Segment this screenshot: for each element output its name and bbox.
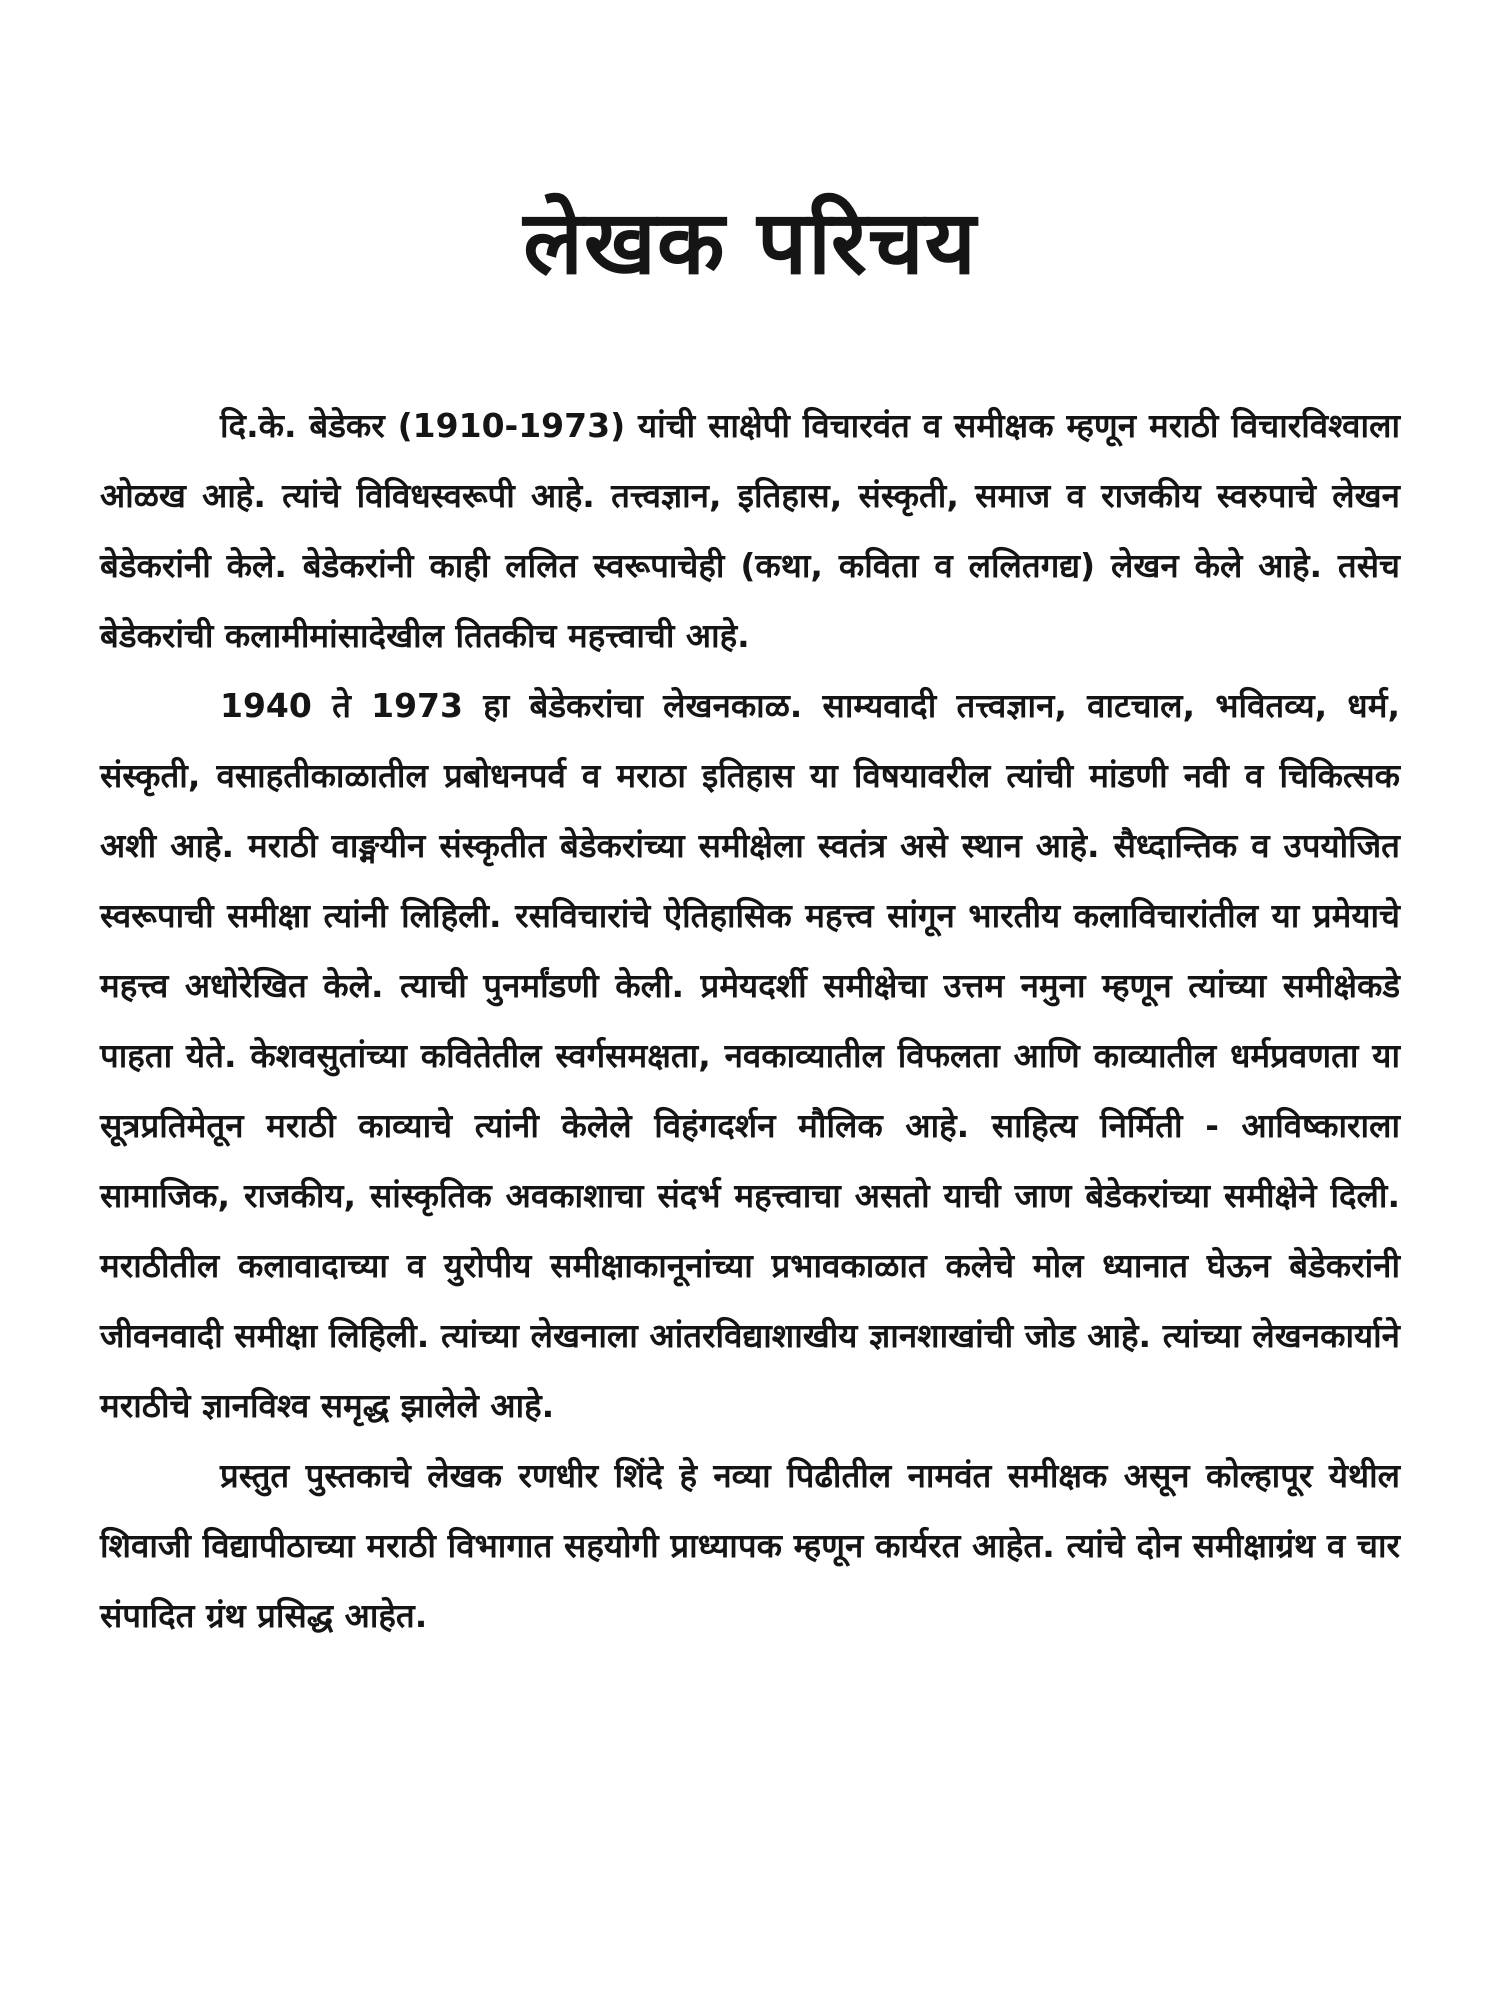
paragraph-2 xyxy=(100,671,1400,1441)
paragraph-3-text-after: हे नव्या पिढीतील नामवंत समीक्षक असून कोल्हापूर येथील शिवाजी विद्यापीठाच्या मराठी विभागात सहयोगी प्राध्यापक म्हणून कार्यरत आहेत. त्यांचे दोन समीक्षाग्रंथ व चार संपादित ग्रंथ प्रसिद्ध आहेत. xyxy=(100,1455,1401,1635)
author-name: दि.के. बेडेकर xyxy=(220,405,385,445)
page-title: लेखक परिचय xyxy=(523,191,977,294)
paragraph-3-text-before: प्रस्तुत पुस्तकाचे लेखक xyxy=(220,1455,519,1495)
present-author-name: रणधीर शिंदे xyxy=(518,1455,664,1495)
paragraph-2-text: 1940 ते 1973 हा बेडेकरांचा लेखनकाळ. साम्यवादी तत्त्वज्ञान, वाटचाल, भवितव्य, धर्म, संस्कृती, वसाहतीकाळातील प्रबोधनपर्व व मराठा इतिहास या विषयावरील त्यांची मांडणी नवी व चिकित्सक अशी आहे. मराठी वाङ्मयीन संस्कृतीत बेडेकरांच्या समीक्षेला स्वतंत्र असे स्थान आहे. सैध्दान्तिक व उपयोजित स्वरूपाची समीक्षा त्यांनी लिहिली. रसविचारांचे ऐतिहासिक महत्त्व सांगून भारतीय कलाविचारांतील या प्रमेयाचे महत्त्व अधोरेखित केले. त्याची पुनर्मांडणी केली. प्रमेयदर्शी समीक्षेचा उत्तम नमुना म्हणून त्यांच्या समीक्षेकडे पाहता येते. केशवसुतांच्या कवितेतील स्वर्गसमक्षता, नवकाव्यातील विफलता आणि काव्यातील धर्मप्रवणता या सूत्रप्रतिमेतून मराठी काव्याचे त्यांनी केलेले विहंगदर्शन मौलिक आहे. साहित्य निर्मिती - आविष्काराला सामाजिक, राजकीय, सांस्कृतिक अवकाशाचा संदर्भ महत्त्वाचा असतो याची जाण बेडेकरांच्या समीक्षेने दिली. मराठीतील कलावादाच्या व युरोपीय समीक्षाकानूनांच्या प्रभावकाळात कलेचे मोल ध्यानात घेऊन बेडेकरांनी जीवनवादी समीक्षा लिहिली. त्यांच्या लेखनाला आंतरविद्याशाखीय ज्ञानशाखांची जोड आहे. त्यांच्या लेखनकार्याने मराठीचे ज्ञानविश्व समृद्ध झालेले आहे. xyxy=(100,685,1401,1425)
paragraph-1-text: (1910-1973) यांची साक्षेपी विचारवंत व समीक्षक म्हणून मराठी विचारविश्वाला ओळख आहे. त्यांचे विविधस्वरूपी आहे. तत्त्वज्ञान, इतिहास, संस्कृती, समाज व राजकीय स्वरुपाचे लेखन बेडेकरांनी केले. बेडेकरांनी काही ललित स्वरूपाचेही (कथा, कविता व ललितगद्य) लेखन केले आहे. तसेच बेडेकरांची कलामीमांसादेखील तितकीच महत्त्वाची आहे. xyxy=(100,405,1400,655)
paragraph-1 xyxy=(100,391,1400,671)
paragraph-3 xyxy=(100,1441,1400,1651)
